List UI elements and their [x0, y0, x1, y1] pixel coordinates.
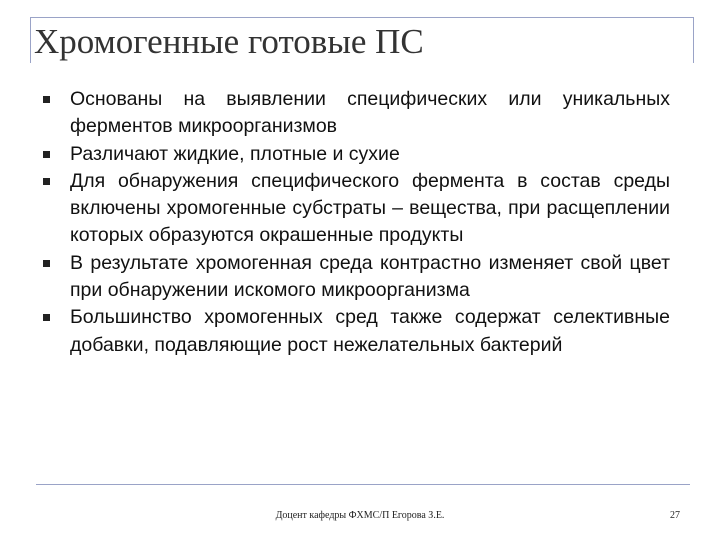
title-frame-right-line: [693, 17, 694, 63]
footer-author: Доцент кафедры ФХМС/П Егорова З.Е.: [275, 510, 445, 521]
bullet-list: [40, 86, 670, 359]
bullet-item: [40, 141, 670, 168]
bullet-item: [40, 304, 670, 359]
square-bullet-icon: [43, 314, 50, 321]
bullet-item: [40, 250, 670, 305]
slide-title: Хромогенные готовые ПС: [34, 22, 424, 61]
bullet-text: Основаны на выявлении специфических или уникальных ферментов микроорганизмов: [70, 88, 670, 138]
bullet-text: Различают жидкие, плотные и сухие: [70, 142, 400, 165]
square-bullet-icon: [43, 96, 50, 103]
square-bullet-icon: [43, 178, 50, 185]
bullet-item: [40, 86, 670, 141]
bullet-text: Для обнаружения специфического фермента в состав среды включены хромогенные субстраты – вещества, при расщеплении которых образуются окрашенные продукты: [70, 169, 670, 247]
bullet-item: [40, 168, 670, 250]
title-frame-left-line: [30, 17, 31, 63]
title-frame-top-line: [30, 17, 693, 18]
square-bullet-icon: [43, 260, 50, 267]
bullet-text: Большинство хромогенных сред также содержат селективные добавки, подавляющие рост нежелательных бактерий: [70, 306, 670, 356]
square-bullet-icon: [43, 151, 50, 158]
bullet-text: В результате хромогенная среда контрастно изменяет свой цвет при обнаружении искомого микроорганизма: [70, 251, 670, 302]
page-number: 27: [670, 510, 680, 521]
footer-divider: [36, 484, 690, 485]
